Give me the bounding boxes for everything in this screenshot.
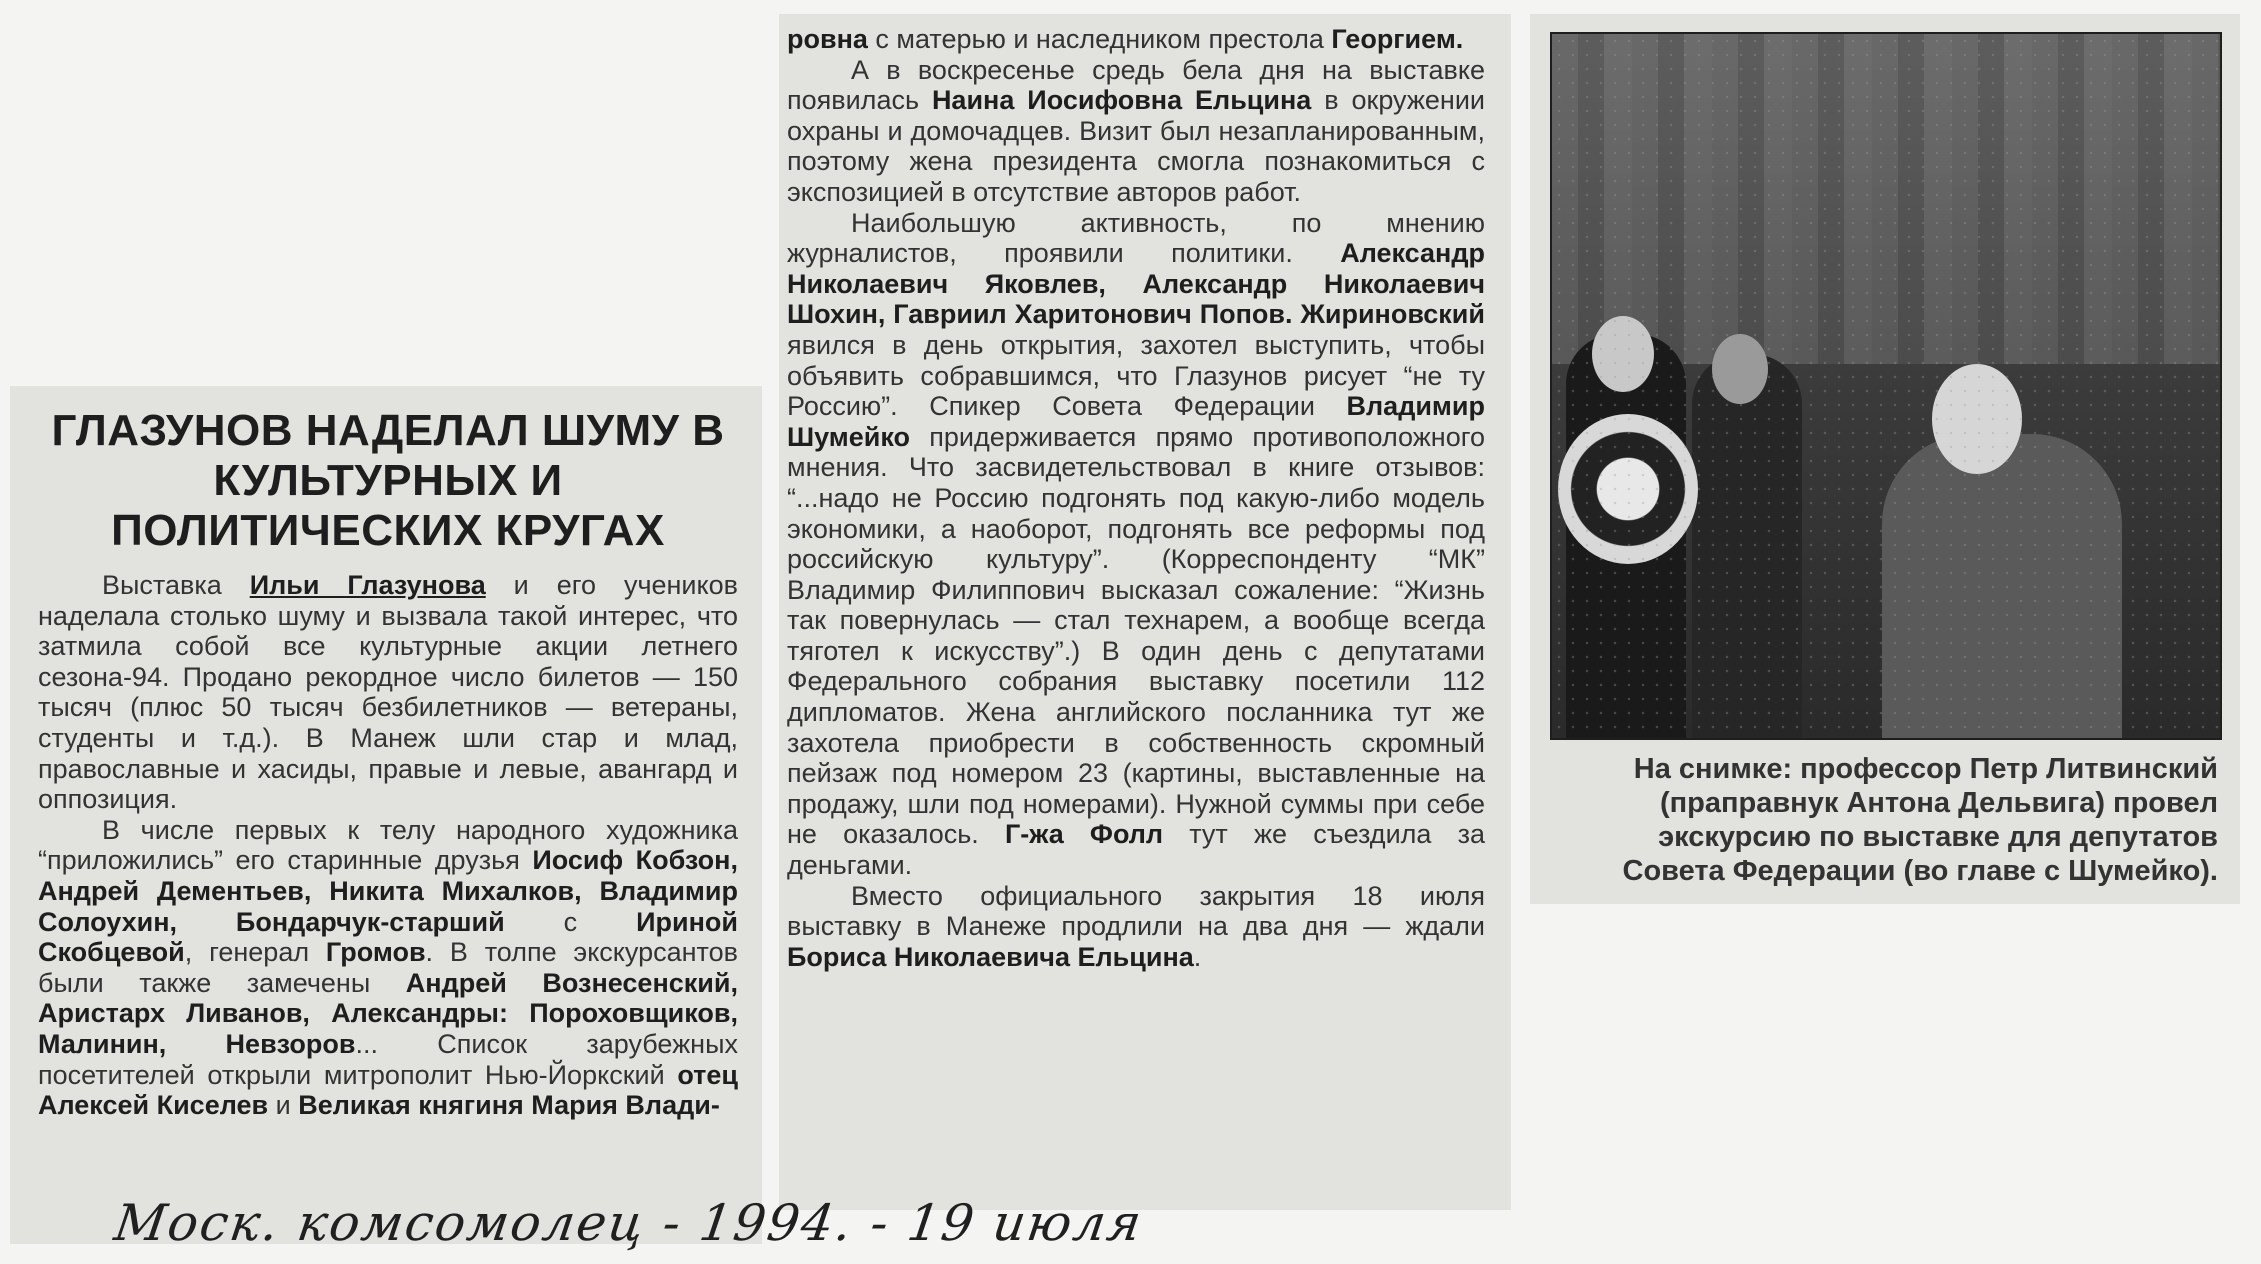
photo-caption: На снимке: профессор Петр Литвинский (праправнук Антона Дельвига) провел экскурсию по выставке для депутатов Совета Федерации (во главе с Шумейко).	[1622, 753, 2218, 887]
paragraph-closing: Вместо официального закрытия 18 июля выставку в Манеже продлили на два дня — ждали Бориса Николаевича Ельцина.	[787, 880, 1485, 972]
middle-column-text	[787, 24, 1485, 972]
left-column	[10, 386, 762, 1244]
middle-column	[779, 14, 1511, 1210]
exhibition-photo	[1550, 32, 2222, 740]
halftone-texture	[1552, 34, 2220, 738]
paragraph-visitors: В числе первых к телу народного художника “приложились” его старинные друзья Иосиф Кобзон, Андрей Дементьев, Никита Михалков, Владимир Солоухин, Бондарчук-старший с Ириной Скобцевой, генерал Громов. В толпе экскурсантов были также замечены Андрей Вознесенский, Аристарх Ливанов, Александры: Пороховщиков, Малинин, Невзоров... Список зарубежных посетителей открыли митрополит Нью-Йоркский отец Алексей Киселев и Великая княгиня Мария Влади-	[38, 814, 738, 1121]
paragraph-politicians: Наибольшую активность, по мнению журналистов, проявили политики. Александр Николаевич Яковлев, Александр Николаевич Шохин, Гавриил Харитонович Попов. Жириновский явился в день открытия, захотел выступить, чтобы объявить собравшимся, что Глазунов рисует “не ту Россию”. Спикер Совета Федерации Владимир Шумейко придерживается прямо противоположного мнения. Что засвидетельствовал в книге отзывов: “...надо не Россию подгонять под какую-либо модель экономики, а наоборот, подгонять все реформы под российскую культуру”. (Корреспонденту “МК” Владимир Филиппович высказал сожаление: “Жизнь так повернулась — стал технарем, а вообще всегда тяготел к искусству”.) В один день с депутатами Федерального собрания выставку посетили 112 дипломатов. Жена английского посланника тут же захотела приобрести в собственность скромный пейзаж под номером 23 (картины, выставленные на продажу, шли под номерами). Нужной суммы при себе не оказалось. Г-жа Фолл тут же съездила за деньгами.	[787, 207, 1485, 881]
right-column	[1530, 14, 2240, 904]
paragraph-intro: Выставка Ильи Глазунова и его учеников наделала столько шуму и вызвала такой интерес, что затмила собой все культурные акции летнего сезона-94. Продано рекордное число билетов — 150 тысяч (плюс 50 тысяч безбилетников — ветераны, студенты и т.д.). В Манеж шли стар и млад, православные и хасиды, правые и левые, авангард и оппозиция.	[38, 570, 738, 815]
handwritten-source-note: Моск. комсомолец - 1994. - 19 июля	[110, 1194, 1147, 1252]
article-headline: ГЛАЗУНОВ НАДЕЛАЛ ШУМУ В КУЛЬТУРНЫХ И ПОЛИТИЧЕСКИХ КРУГАХ	[51, 406, 725, 555]
paragraph-yeltsina: А в воскресенье средь бела дня на выставке появилась Наина Иосифовна Ельцина в окружении охраны и домочадцев. Визит был незапланированным, поэтому жена президента смогла познакомиться с экспозицией в отсутствие авторов работ.	[787, 54, 1485, 207]
paragraph-continuation: ровна с матерью и наследником престола Георгием.	[787, 24, 1464, 54]
highlighted-name: Ильи Глазунова	[249, 570, 486, 600]
left-column-text	[38, 570, 738, 1121]
